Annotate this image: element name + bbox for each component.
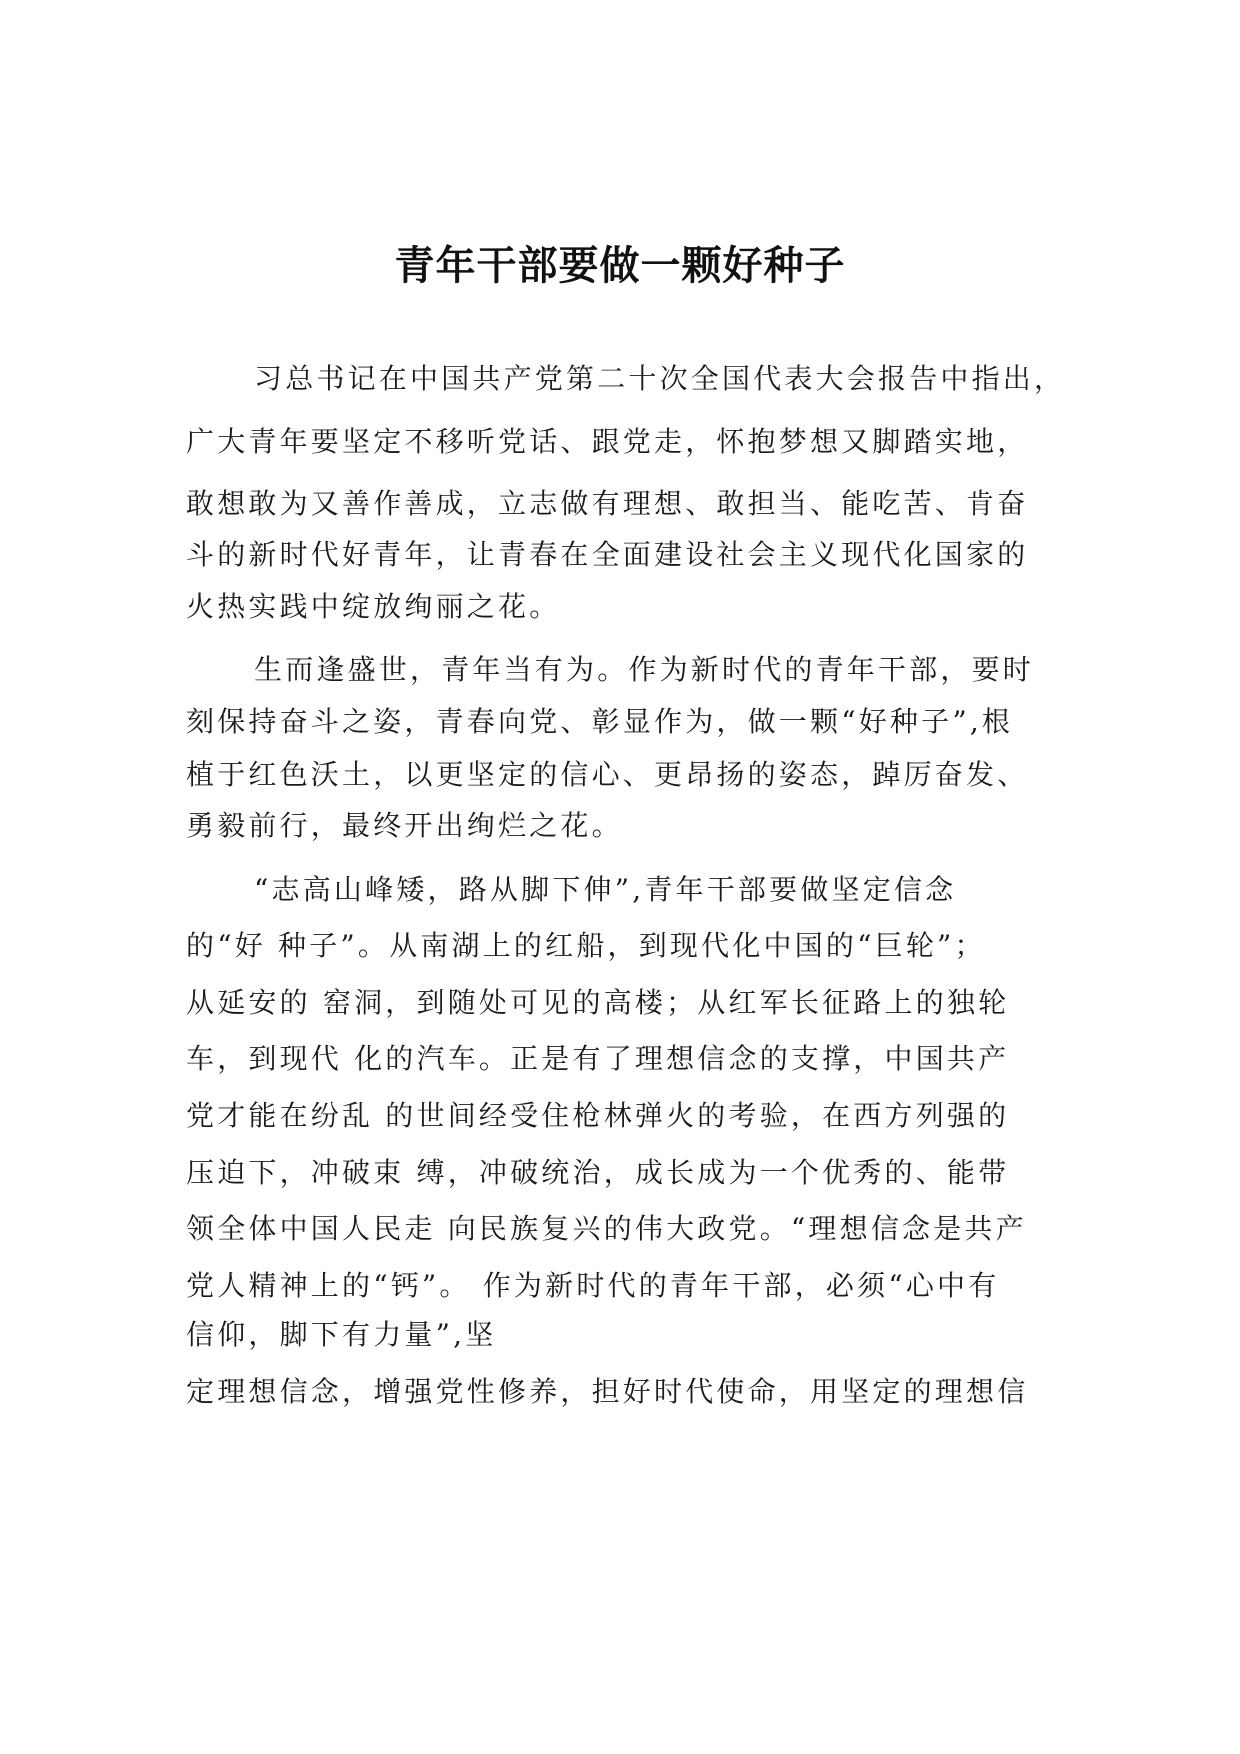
paragraph-3-line-6: 压迫下，冲破束 缚，冲破统治，成长成为一个优秀的、能带 <box>186 1156 1010 1189</box>
paragraph-2-line-2: 刻保持奋斗之姿，青春向党、彰显作为，做一颗“好种子”,根 <box>186 705 1014 738</box>
paragraph-1-line-3: 敢想敢为又善作善成，立志做有理想、敢担当、能吃苦、肯奋 <box>186 487 1029 520</box>
paragraph-3-line-5: 党才能在纷乱 的世间经受住枪林弹火的考验，在西方列强的 <box>186 1099 1010 1132</box>
paragraph-3-line-10: 定理想信念，增强党性修养，担好时代使命，用坚定的理想信 <box>186 1375 1029 1408</box>
paragraph-1-line-5: 火热实践中绽放绚丽之花。 <box>186 590 561 623</box>
document-title: 青年干部要做一颗好种子 <box>394 243 846 289</box>
paragraph-3-line-9: 信仰，脚下有力量”,坚 <box>186 1318 497 1351</box>
paragraph-2-line-3: 植于红色沃土，以更坚定的信心、更昂扬的姿态，踔厉奋发、 <box>186 758 1029 791</box>
paragraph-2-line-4: 勇毅前行，最终开出绚烂之花。 <box>186 809 623 842</box>
paragraph-1-line-1: 习总书记在中国共产党第二十次全国代表大会报告中指出， <box>254 362 1066 395</box>
paragraph-3-line-4: 车，到现代 化的汽车。正是有了理想信念的支撑，中国共产 <box>186 1042 1010 1075</box>
paragraph-1-line-2: 广大青年要坚定不移听党话、跟党走，怀抱梦想又脚踏实地， <box>186 425 1029 458</box>
paragraph-3-line-2: 的“好 种子”。从南湖上的红船，到现代化中国的“巨轮”； <box>186 929 986 962</box>
paragraph-3-line-1: “志高山峰矮，路从脚下伸”,青年干部要做坚定信念 <box>254 873 957 906</box>
paragraph-3-line-8: 党人精神上的“钙”。 作为新时代的青年干部，必须“心中有 <box>186 1269 1000 1302</box>
paragraph-3-line-7: 领全体中国人民走 向民族复兴的伟大政党。“理想信念是共产 <box>186 1212 1027 1245</box>
paragraph-3-line-3: 从延安的 窑洞，到随处可见的高楼；从红军长征路上的独轮 <box>186 986 1010 1019</box>
paragraph-2-line-1: 生而逢盛世，青年当有为。作为新时代的青年干部，要时 <box>254 653 1035 686</box>
paragraph-1-line-4: 斗的新时代好青年，让青春在全面建设社会主义现代化国家的 <box>186 538 1029 571</box>
